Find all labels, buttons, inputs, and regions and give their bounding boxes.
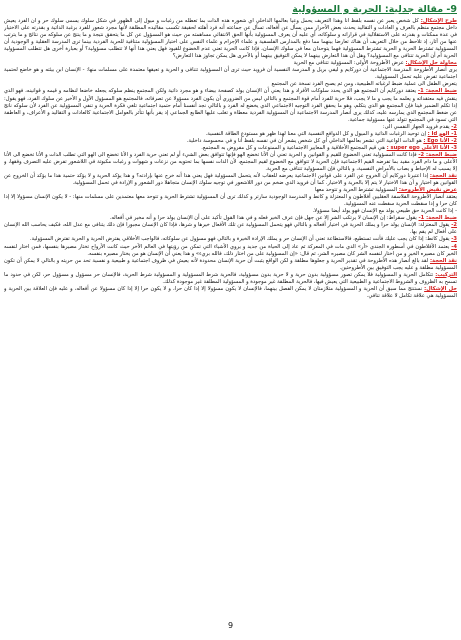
paragraph-text: إذا اعتبرنا دوركايم أن الخروج عن الفرد على قوانين الاجتماعية يعرضه للعقاب لأنه يتحمل المسؤولية فهل يعني هذا أنه خرج عنها بإرادته؟ و هذا يؤكد الحرية و لا يؤكد حتمية هذا ما يؤكد أن الخروج عن القوانين هو اختيار و أن هذا الاختيار لا يتم إلا بالحرية و الاختيار. كما أن فرويد الذي ضخم من دور اللاشعور في توجيه سلوك الإنسان متجاهلا دور الشعور و الإرادة في تحمل المسؤولية. [4, 173, 457, 187]
paragraph-label: 3- الأنا الأعلى super ego : [386, 144, 457, 151]
paragraph-label: 3- [451, 236, 457, 243]
paragraph-text: إن توحيد الرغبات الذاتية و الميول و كل الدوافع النفسية التي معنا لهذا ظهر هو مستودع الطاقة النفسية. [205, 130, 426, 137]
paragraph [4, 138, 457, 145]
paragraph-text: يتعرض الطفل الى عملية ضبط لرغباته الطبيعية، ومن ثم يصبح الفرد نسخة عن المجتمع [271, 81, 457, 88]
page-title: 9- مقالة جدلية: الحرية و المسؤولية [292, 4, 457, 15]
paragraph-text: كل شخص يعبر عن نفسه بلفظ أنا وهذا التعريف يحمل وعيا بعالمها الداخلي أي شعوره هذه الذات بما تعطله من رغبات و ميول إلى الظهور في شكل سلوك يسمى سلوك حر و أن الفرد يعيش داخل مجتمع منظم بالعرف و العادات و التقاليد يحدث بعض الأحرار ممن يسأل عن أفعاله، تسأل عن جماعته أنه فرد أهلته لحقيقة تكسب مقاليده المطلقة لأنها مجرد شعور للفرد برغبة الذاتية و بقدرته على الاختيار في عدة ممكنات و بقدرته على الاستقلالية في قراراته و سلوكاته، أي عليه أن يعرف المسؤولية بأنها الحق الانتقائي مساهمته من حيث هو المسؤول عن كل ما يتحقق نتيجة و ما ينتج عن سلوكه من نتائج و ما يترتب عنها من آثار، إذ تلاحظ من خلال التعريف أن هناك تعارضا بينهما مما دفع بالمدارس الفلسفية و علماء الإجرام و علماء النفس على اختيار المسؤولية متنافية للحرية الفردية بينما ترى المدرسة العقلية و الوجودية أن المسؤولية تشترط الحرية و الحرية تشترط المسؤولية فهما يتوحدان معا في سلوك الإنسان، فإذا كانت الحرية تعني عدم الخضوع للقيود فهل يعني هذا أنها لا تتطلب مسؤولية؟ أو بعبارة أخرى هل تتطلب المسؤولية الحرية أم أن الحرية تتنافى مع المسؤولية؟ وهل أن هذا التعارض بينهما لا يمكن التوفيق بينهما أو بالأحرى هل يمكن تجاوز هذا التعارض؟ [4, 18, 457, 60]
paragraph-text: يقول المعتزلة: الإنسان يولد حرا و يملك الحرية في اختيار أفعاله و بالتالي فهو يتحمل المسؤولية عن تلك الأفعال خيرها و شرها، فإذا كان الإنسان مجبورا فإن ذلك يتنافى مع عدل الله، فكيف يحاسب الله الإنسان على أفعال لم يقم بها. [4, 222, 457, 236]
paragraph [4, 272, 457, 286]
paragraph-text: - إذا كانت الحرية حق طبيعي يولد مع الإنسان فهو يولد أيضا مسؤولا. [312, 208, 457, 215]
paragraph-label: ضبط الحجة: 2- [418, 151, 457, 158]
paragraph-label: 1- الهو Id : [427, 130, 457, 137]
paragraph-label: 4- [451, 243, 457, 250]
paragraph-text: يقول سقراط: إن الإنسان لا يرتكب الشر إلا عن جهل فإن عرف الخير فعله و في هذا القول تأكيد على أن الإنسان يولد حرا و أنه مخير في أفعاله. [109, 215, 417, 222]
paragraph-label: ضبط الحجة: 1- [418, 88, 457, 95]
paragraph-text: فإذا كانت المسؤولية تعني الخضوع للقيم و القوانين و الحرية تعني أن الأنا تخضع الهو فإنها تتوافق بعض الشيء أو لم تعني حرية الفرد و الأنا تخضع الى الهو التي تطلب الذات و الأنا تخضع الى الأنا الأعلى و ما دام الفرد مقيد بما تفرضه القيم الاجتماعية فإن الحرية لا تتوافق مع الخضوع لقيم المجتمع، لأن الذات نفسها بما تحتويه من نزعات و شهوات و رغبات مكبوتة في اللاشعور تفرض عليه التصرف وفقها، و إلا يسبب له الإحباط و يصاب بالأمراض النفسية، و بالتالي فإن المسؤولية تتنافى مع الحرية. [4, 151, 457, 172]
paragraph [4, 173, 457, 187]
paragraph-label: حل الإشكال: [424, 285, 457, 292]
paragraph [4, 67, 457, 81]
paragraph-text: لقد بالغ أنصار هذه الأطروحة في تقدير الحرية و جعلوها مطلقة و لكن الواقع يثبت أن حرية الإنسان محدودة لأنه يعيش في ظروف اجتماعية و طبيعية و نفسية تحد من حريته و بالتالي لا يمكن أن تكون المسؤولية مطلقة و عليه يجب التوفيق بين الأطروحتين. [4, 257, 457, 271]
paragraph [4, 286, 457, 300]
paragraph-label: طرح الإشكال: [420, 18, 457, 24]
paragraph-label: عرض نقيض الأطروحة: [397, 187, 457, 194]
paragraph-text: تتكامل الحرية و المسؤولية فلا يمكن تصور مسؤولية بدون حرية و لا حرية بدون مسؤولية، فالحرية شرط المسؤولية و المسؤولية شرط الحرية، فالإنسان حر مسؤول و مسؤول حر، لكن في حدود ما تسمح به الظروف و الشروط الاجتماعية و الطبيعية التي يعيش فيها، فالحرية المطلقة غير موجودة و المسؤولية المطلقة غير موجودة كذلك. [4, 271, 457, 285]
paragraph [4, 88, 457, 123]
paragraph-label: محاولة حل الإشكال: [405, 60, 457, 67]
paragraph [4, 222, 457, 236]
paragraph-text: هي قيم المجتمع الأخلاقية و المعايير الاجتماعية و الممنوعات و كل مفروض به المجتمع. [201, 144, 385, 151]
paragraph-text: يقول كانط: إذا كان يجب عليك فأنت تستطيع، فالاستطاعة تعني أن الإنسان حر و يملك الإرادة الخيرة و بالتالي فهو مسؤول عن سلوكاته، فالواجب الأخلاقي يفترض الحرية و الحرية تفترض المسؤولية. [29, 236, 450, 243]
paragraph [4, 258, 457, 272]
paragraph-text: يعتقد دوركايم أن المجتمع هو الذي يحدد سلوكات الأفراد و هذا يعني أن الإنسان يولد كصفحة بيضاء و هو مجرد ذاتية ولكن المجتمع ينظم سلوكه يجعله خاضعا لنظامه و قيمه و قوانينه، فهو الذي ينقش فيه معتقداته و يعلمه ما يجب و ما لا يجب، فلا حرية للفرد أمام قوة المجتمع و بالتالي ليس من الضروري أن يكون الفرد مسؤولا عن تصرفاته، فالمجتمع هو المسؤول الأول و الأخير عن سلوك الفرد، فهو يقول: إذا تكلم الضمير فينا فإن المجتمع هو الذي يتكلم، وهو ما يحقق الفرد التوجيه الاجتماعي الذي يخضع له الفرد و بالتالي نجد أنفسنا أمام حتمية اجتماعية تلغي فكرة الحرية و تنفي المسؤولية عن الفرد لأن سلوكه ناتج عن ضغط المجتمع الذي يمارسه عليه، كذلك يرى أنصار المدرسة الاجتماعية أن المسؤولية الفردية معطاة و تغلب عليها الطابع الجماعي إذ يقر بأنها تتأثر بالعوامل الاجتماعية كالعادات و التقاليد و الأعراف، و العاطفة التي تسود في المجتمع تتولد عنها مسؤولية جماعية. [4, 88, 457, 123]
paragraph-label: نقد الحجة: [429, 173, 457, 180]
page-number: 9 [227, 621, 234, 630]
paragraph [4, 145, 457, 152]
paragraph-text: نستنتج مما سبق أن الحرية و المسؤولية متلازمتان لا يمكن الفصل بينهما، فالإنسان لا يكون مسؤولا إلا إذا كان حرا، و لا يكون حرا إلا إذا كان مسؤولا عن أفعاله، و عليه فإن العلاقة بين الحرية و المسؤولية هي علاقة تكامل لا علاقة تنافي. [4, 285, 457, 299]
article-body [4, 18, 457, 618]
paragraph-text: يقدم فرويد الجهاز النفسي الى: [382, 123, 450, 130]
paragraph-text: يرى أنصار الأطروحة المدرسة الاجتماعية أن دوركايم و ليفي بريل و المدرسة النفسية أن فرويد حيث ترى أن المسؤولية تتنافى و الحرية و تعيقها معتمدة على مسلمات منها: - الإنسان ابن بيئته و هو خاضع لحتمية اجتماعية تفرض عليه تحمل المسؤولية. [4, 67, 457, 81]
paragraph [4, 236, 457, 243]
paragraph [4, 18, 457, 60]
paragraph [4, 244, 457, 258]
paragraph-label: ضبط الحجة: 1- [418, 215, 457, 222]
paragraph-text: هو الذات الواعية التي تشعر بعالمها الداخلي أي كل شخص يشعر أن في نفسه بلفظ أنا و في محسوسة داخلية. [186, 137, 422, 144]
paragraph [4, 152, 457, 173]
paragraph-text: يعتقد أنصار الأطروحة الفلاسفة العقليين أفلاطون و المعتزلة و كانط و المدرسة الوجودية سارتر و كذلك ترى أن المسؤولية تشترط الحرية و تتوحد معها معتمدين على مسلمات منها: - لا يكون الإنسان مسؤولا إلا إذا كان حرا و إذا سقطت الحرية سقطت عنه المسؤولية. [4, 194, 457, 208]
paragraph-text: المسؤولية تشترط الحرية و تتوحد معها [314, 187, 398, 194]
paragraph-label: 2- [451, 222, 457, 229]
paragraph-label: نقد الحجة: [429, 257, 457, 264]
paragraph-text: يعتمد الأفلاطون في أسطورة الجندي «آر» الذي مات في المعركة ثم عاد إلى الحياة من جديد و يروي الأشياء التي تمكن من رؤيتها في العالم الآخر حيث كانت الأرواح تختار مصيرها بنفسها، فمن اختار لنفسه الخير كان مصيره الخير و من اختار لنفسه الشر كان مصيره الشر، ثم قال: «إن المسؤولية على من اختار ذلك، فالله بريء» و هذا يعني أن الإنسان هو من يختار مصيره بنفسه. [4, 243, 457, 257]
paragraph-label: 2- الأنا Ego : [423, 137, 457, 144]
paragraph-label: 2- [451, 123, 457, 130]
paragraph [4, 194, 457, 208]
paragraph [4, 124, 457, 131]
paragraph-label: التركيب: [435, 271, 457, 278]
paragraph [4, 131, 457, 138]
paragraph-text: عرض الأطروحة الأولى: المسؤولية تتنافى مع الحرية [293, 60, 404, 67]
